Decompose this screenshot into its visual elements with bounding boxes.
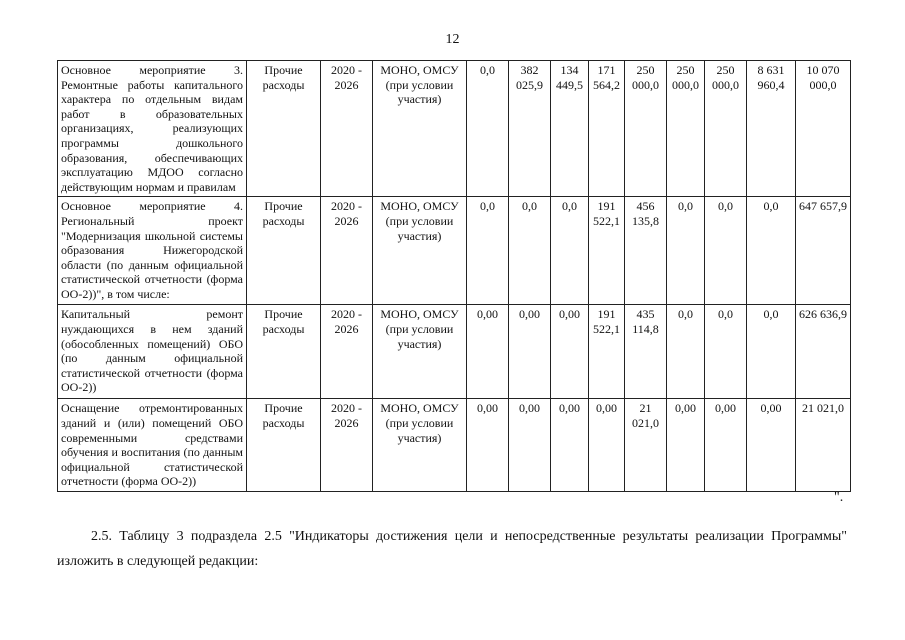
value-cell: 0,0: [747, 305, 796, 399]
value-cell: 250 000,0: [667, 61, 705, 197]
table-row: [58, 305, 851, 399]
value-cell: 0,00: [705, 399, 747, 492]
value-cell: 0,0: [667, 305, 705, 399]
value-cell: 0,0: [705, 197, 747, 305]
closing-quote: ".: [834, 490, 844, 505]
value-cell: 382 025,9: [509, 61, 551, 197]
value-cell: 0,00: [467, 399, 509, 492]
value-cell: 191 522,1: [589, 305, 625, 399]
measure-description: Основное мероприятие 4. Региональный проект "Модернизация школьной системы образования Нижегородской области (по данным официальной статистической отчетности (форма ОО-2))", в том числе:: [58, 197, 247, 305]
page-number: 12: [445, 32, 460, 47]
expense-type: Прочие расходы: [247, 61, 321, 197]
value-cell: 456 135,8: [625, 197, 667, 305]
executor: МОНО, ОМСУ (при условии участия): [373, 197, 467, 305]
period: 2020 - 2026: [321, 305, 373, 399]
period: 2020 - 2026: [321, 197, 373, 305]
value-cell: 0,00: [551, 305, 589, 399]
measure-description: Основное мероприятие 3. Ремонтные работы капитального характера по отдельным видам работ в образовательных организациях, реализующих программы дошкольного образования, обеспечивающих эксплуатацию МДОО согласно действующим нормам и правилам: [58, 61, 247, 197]
value-cell: 8 631 960,4: [747, 61, 796, 197]
expense-type: Прочие расходы: [247, 305, 321, 399]
value-cell: 250 000,0: [705, 61, 747, 197]
value-cell: 0,00: [747, 399, 796, 492]
value-cell: 0,00: [509, 399, 551, 492]
value-cell: 21 021,0: [625, 399, 667, 492]
measure-description: Оснащение отремонтированных зданий и (или) помещений ОБО современными средствами обучения и воспитания (по данным официальной статистической отчетности (форма ОО-2)): [58, 399, 247, 492]
value-cell: 0,00: [589, 399, 625, 492]
measure-description: Капитальный ремонт нуждающихся в нем зданий (обособленных помещений) ОБО (по данным официальной статистической отчетности (форма ОО-2)): [58, 305, 247, 399]
value-cell: 0,0: [705, 305, 747, 399]
table-row: [58, 197, 851, 305]
total-cell: 647 657,9: [796, 197, 851, 305]
value-cell: 0,0: [551, 197, 589, 305]
value-cell: 0,0: [667, 197, 705, 305]
table-row: [58, 399, 851, 492]
executor: МОНО, ОМСУ (при условии участия): [373, 61, 467, 197]
value-cell: 0,00: [551, 399, 589, 492]
total-cell: 626 636,9: [796, 305, 851, 399]
budget-table: [57, 60, 851, 492]
value-cell: 134 449,5: [551, 61, 589, 197]
value-cell: 250 000,0: [625, 61, 667, 197]
total-cell: 10 070 000,0: [796, 61, 851, 197]
amendment-paragraph: 2.5. Таблицу 3 подраздела 2.5 "Индикаторы достижения цели и непосредственные результаты реализации Программы" изложить в следующей редакции:: [57, 529, 847, 569]
executor: МОНО, ОМСУ (при условии участия): [373, 399, 467, 492]
value-cell: 0,00: [509, 305, 551, 399]
value-cell: 191 522,1: [589, 197, 625, 305]
table-row: [58, 61, 851, 197]
value-cell: 0,00: [667, 399, 705, 492]
value-cell: 171 564,2: [589, 61, 625, 197]
period: 2020 - 2026: [321, 399, 373, 492]
period: 2020 - 2026: [321, 61, 373, 197]
value-cell: 0,0: [467, 61, 509, 197]
executor: МОНО, ОМСУ (при условии участия): [373, 305, 467, 399]
value-cell: 435 114,8: [625, 305, 667, 399]
value-cell: 0,0: [467, 197, 509, 305]
expense-type: Прочие расходы: [247, 197, 321, 305]
value-cell: 0,00: [467, 305, 509, 399]
value-cell: 0,0: [747, 197, 796, 305]
total-cell: 21 021,0: [796, 399, 851, 492]
value-cell: 0,0: [509, 197, 551, 305]
expense-type: Прочие расходы: [247, 399, 321, 492]
